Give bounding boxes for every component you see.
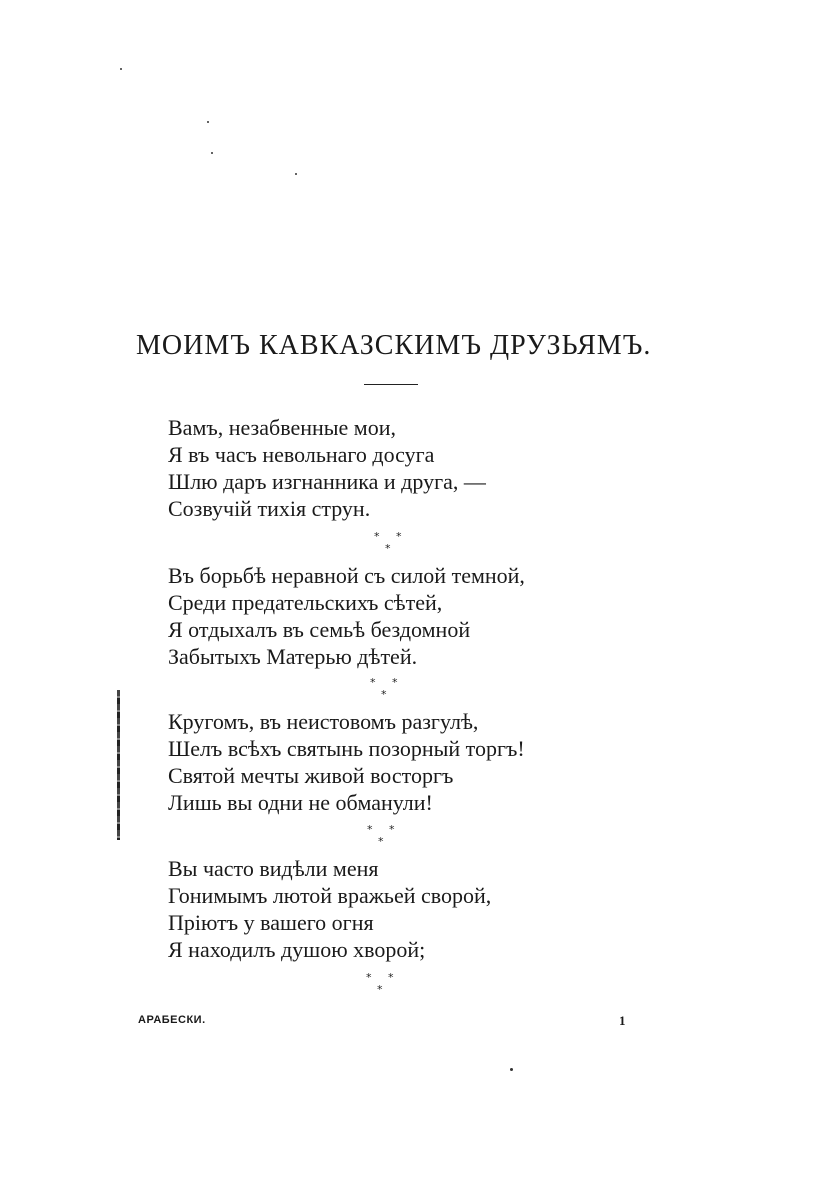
verse-line: Шлю даръ изгнанника и друга, —	[168, 469, 486, 494]
scan-margin-artifact	[117, 690, 120, 840]
verse-line: Пріютъ у вашего огня	[168, 910, 374, 935]
asterism-star: *	[377, 983, 383, 996]
asterism-star: *	[366, 971, 372, 984]
verse-line: Среди предательскихъ сѣтей,	[168, 590, 443, 615]
verse-line: Забытыхъ Матерью дѣтей.	[168, 644, 418, 669]
asterism-star: *	[381, 688, 387, 701]
verse-line: Шелъ всѣхъ святынь позорный торгъ!	[168, 736, 525, 761]
asterism-star: *	[392, 676, 398, 689]
verse-line: Я въ часъ невольнаго досуга	[168, 442, 435, 467]
verse-line: Лишь вы одни не обманули!	[168, 790, 433, 815]
scan-speck	[207, 121, 209, 123]
verse-line: Я отдыхалъ въ семьѣ бездомной	[168, 617, 471, 642]
scan-speck	[120, 68, 122, 70]
verse-line: Святой мечты живой восторгъ	[168, 763, 454, 788]
scan-speck	[295, 173, 297, 175]
asterism-star: *	[389, 823, 395, 836]
title-rule	[364, 384, 418, 385]
verse-line: Я находилъ душою хворой;	[168, 937, 426, 962]
stanza-2	[168, 562, 525, 670]
verse-line: Вамъ, незабвенные мои,	[168, 415, 397, 440]
verse-line: Въ борьбѣ неравной съ силой темной,	[168, 563, 525, 588]
stanza-1	[168, 414, 486, 522]
asterism-star: *	[374, 530, 380, 543]
asterism-divider	[370, 676, 410, 702]
stanza-3	[168, 708, 525, 816]
asterism-star: *	[388, 971, 394, 984]
poem-title: МОИМЪ КАВКАЗСКИМЪ ДРУЗЬЯМЪ.	[136, 330, 652, 361]
verse-line: Созвучій тихія струн.	[168, 496, 371, 521]
printer-signature: АРАБЕСКИ.	[138, 1014, 206, 1026]
verse-line: Вы часто видѣли меня	[168, 856, 379, 881]
asterism-divider	[367, 823, 407, 849]
asterism-star: *	[396, 530, 402, 543]
verse-line: Кругомъ, въ неистовомъ разгулѣ,	[168, 709, 479, 734]
verse-line: Гонимымъ лютой вражьей сворой,	[168, 883, 492, 908]
asterism-divider	[374, 530, 414, 556]
scan-speck	[510, 1068, 513, 1071]
asterism-star: *	[367, 823, 373, 836]
stanza-4	[168, 855, 491, 963]
asterism-star: *	[385, 542, 391, 555]
asterism-star: *	[370, 676, 376, 689]
asterism-star: *	[378, 835, 384, 848]
scan-speck	[211, 152, 213, 154]
asterism-divider	[366, 971, 406, 997]
sheet-number: 1	[619, 1013, 626, 1028]
